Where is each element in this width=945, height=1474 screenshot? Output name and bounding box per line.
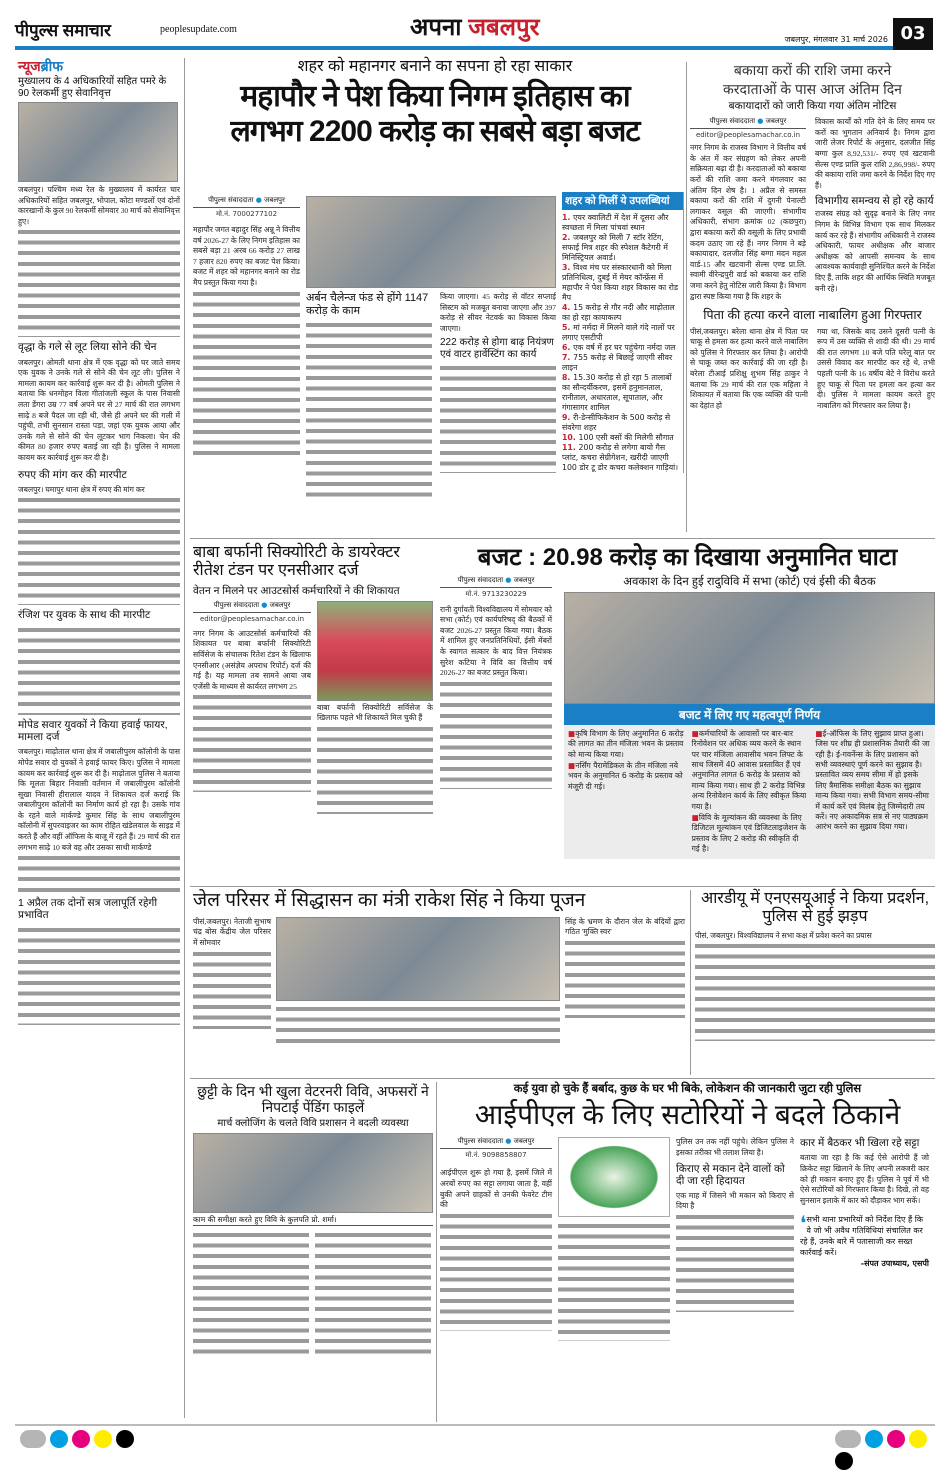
retirement-photo: [18, 102, 178, 182]
achievements-title: शहर को मिलीं ये उपलब्धियां: [562, 192, 683, 210]
achievement-item: 1. एयर क्वालिटी में देश में दूसरा और स्वच्छता में मिला पांचवां स्थान: [562, 213, 669, 232]
quote-text: सभी थाना प्रभारियों को निर्देश दिए हैं कि वे जो भी अवैध गतिविधियां संचालित कर रहे हैं, उनके बारे में पतासाजी कर सख्त कार्रवाई करें।: [800, 1215, 923, 1258]
registration-dot: [94, 1430, 112, 1448]
section-title-b: जबलपुर: [468, 14, 540, 41]
betting-cartoon: [558, 1137, 670, 1217]
lead-subhead-2: 222 करोड़ से होगा बाढ़ नियंत्रण एवं वाटर हार्वेस्टिंग का कार्य: [440, 337, 554, 360]
column-divider: [184, 58, 185, 1418]
page-number: 03: [893, 18, 933, 50]
lead-subhead-1: अर्बन चैलेन्ज फंड से होंगे 1147 करोड़ के काम: [306, 292, 429, 317]
decisions-box: [564, 704, 935, 859]
achievement-item: 5. मां नर्मदा में मिलने वाले गंदे नालों पर लगाए एसटीपी: [562, 323, 675, 342]
ipl-kicker: कई युवा हो चुके हैं बर्बाद, कुछ के घर भी बिके, लोकेशन की जानकारी जुटा रही पुलिस: [513, 1083, 862, 1095]
vet-caption: काम की समीक्षा करते हुए विवि के कुलपति प्रो. शर्मा।: [193, 1215, 433, 1226]
registration-dot: [835, 1452, 853, 1470]
column-divider: [436, 1082, 437, 1422]
lead-byline: पीपुल्स संवाददाता ● जबलपुर: [193, 196, 300, 208]
rdu-headline: आरडीयू में एनएसयूआई ने किया प्रदर्शन, पुलिस से हुई झड़प: [700, 890, 930, 926]
registration-dot: [116, 1430, 134, 1448]
achievement-item: 4. 15 करोड़ से गौर नदी और माढ़ोताल का हो रहा कायाकल्प: [562, 303, 675, 322]
vet-section: [193, 1083, 433, 1360]
jail-text-2: सिंह के भ्रमण के दौरान जेल के बंदियों द्वारा गठित 'मुक्ति स्वर': [565, 916, 685, 937]
achievement-item: 10. 100 एसी बसों की मिलेगी सौगात: [562, 433, 674, 442]
meeting-photo: [564, 592, 935, 704]
section-rule: [190, 538, 935, 539]
jail-caption-text: [276, 1004, 560, 1044]
decision-item: ■ विवि के मूल्यांकन की व्यवस्था के लिए डिजिटल मूल्यांकन एवं डिजिटलाइजेशन के प्रस्ताव के लिए 2 करोड़ की स्वीकृति दी गई है।: [692, 813, 808, 855]
registration-marks-left: [20, 1430, 138, 1452]
building-photo: [317, 601, 433, 701]
jail-headline: जेल परिसर में सिद्धासन का मंत्री राकेश सिंह ने किया पूजन: [193, 890, 586, 911]
tax-subhead: बकायादारों को जारी किया गया अंतिम नोटिस: [728, 100, 897, 113]
baba-caption: बाबा बर्फानी सिक्योरिटी सर्विसेज के खिलाफ पहले भी शिकायतें मिल चुकी हैं: [317, 702, 433, 723]
quote-icon: ❛: [800, 1211, 807, 1236]
header-rule: [15, 46, 893, 50]
tax-headline-2: करदाताओं के पास आज अंतिम दिन: [723, 81, 902, 98]
murder-text-1: पीसं,जबलपुर। बरेला थाना क्षेत्र में पिता पर चाकू से हमला कर हत्या करने वाले नाबालिग को पुलिस ने गिरफ्तार कर लिया है। आरोपी से चाकू जब्त कर कार्रवाई की जा रही है। बरेला टीआई प्रशिक्षु शुभम सिंह ठाकुर ने बताया कि 29 मार्च की रात एक महिला ने शिकायत में बताया कि एक व्यक्ति की पत्नी का देहांत हो: [690, 326, 808, 410]
achievements-box: [562, 192, 684, 473]
decision-item: ■ नर्सिंग पैरामेडिकल के तीन मंजिला नये भवन के अनुमानित 6 करोड़ के प्रस्ताव को मंजूरी दी गई।: [568, 761, 684, 792]
decisions-title: बजट में लिए गए महत्वपूर्ण निर्णय: [564, 704, 935, 725]
quote-author: -संपत उपाध्याय, एसपी: [860, 1259, 929, 1269]
ipl-subhead-2: कार में बैठकर भी खिला रहे सट्टा: [800, 1137, 920, 1150]
registration-marks-right: [835, 1430, 945, 1474]
brief-text-1: जबलपुर। पश्चिम मध्य रेल के मुख्यालय में कार्यरत चार अधिकारियों सहित जबलपुर, भोपाल, कोटा मण्डलों एवं दोनों कारखानों के कुल 90 रेलकर्मी सोमवार 30 मार्च को सेवानिवृत्त हुए।: [18, 185, 180, 226]
registration-dot: [909, 1430, 927, 1448]
rdu-section: [695, 890, 935, 1041]
column-divider: [686, 62, 687, 532]
ipl-text-4: बताया जा रहा है कि कई ऐसे आरोपी हैं जो क्रिकेट सट्टा खिलाने के लिए अपनी लक्जरी कार को ही मकान बनाए हुए हैं। पुलिस ने पूर्व में भी ऐसे सटोरियों को गिरफ्तार किया है। दिखे, तो वह सुनसान इलाके में कार को दौड़ाकर भाग सकें।: [800, 1153, 929, 1205]
budget-text: रानी दुर्गावती विश्वविद्यालय में सोमवार को सभा (कोर्ट) एवं कार्यपरिषद् की बैठकों में बजट 2026-27 प्रस्तुत किया गया। बैठक में शामिल हुए जनप्रतिनिधियों, ईसी मेंबरों के स्वागत सत्कार के बाद वित्त नियंत्रक सुरेश कटिया ने विवि का वित्तीय वर्ष 2026-27 का बजट प्रस्तुत किया।: [440, 604, 552, 678]
brief-text-3: जबलपुर। घमापुर थाना क्षेत्र में रुपए की मांग कर: [18, 484, 145, 494]
tax-email[interactable]: editor@peoplesamachar.co.in: [695, 131, 801, 140]
section-rule: [190, 1078, 935, 1079]
vet-subhead: मार्च क्लोजिंग के चलते विवि प्रशासन ने बदली व्यवस्था: [217, 1118, 409, 1130]
baba-section: [193, 544, 433, 814]
ipl-mobile: मो.नं. 9098858807: [465, 1151, 527, 1160]
ipl-byline: पीपुल्स संवाददाता ● जबलपुर: [440, 1137, 552, 1149]
vet-text: [193, 1230, 309, 1360]
tax-byline: पीपुल्स संवाददाता ● जबलपुर: [690, 117, 806, 129]
budget-subhead: अवकाश के दिन हुई रादुविवि में सभा (कोर्ट) एवं ईसी की बैठक: [623, 575, 876, 588]
murder-text-2: गया था, जिसके बाद उसने दूसरी पत्नी के रूप में उस व्यक्ति से शादी की थी। 29 मार्च की रात लगभग 10 बजे पति घरेलू बात पर उससे विवाद कर मारपीट कर रहे थे, तभी पहली पत्नी के 16 वर्षीय बेटे ने विरोध करते हुए चाकू से पिता पर हमला कर हत्या कर दी। पुलिस ने मामला कायम करते हुए नाबालिग को गिरफ्तार कर लिया है।: [817, 326, 935, 410]
rdu-text: पीसं, जबलपुर। विश्वविद्यालय ने सभा कक्ष में प्रवेश करने का प्रयास: [695, 930, 872, 940]
ipl-text-2: पुलिस उन तक नहीं पहुंचे। लेकिन पुलिस ने इसका तरीका भी तलाश लिया है।: [676, 1137, 794, 1157]
lead-headline-2: लगभग 2200 करोड़ का सबसे बड़ा बजट: [230, 114, 640, 148]
ipl-section: [440, 1083, 935, 1341]
achievement-item: 11. 200 करोड़ से लगेगा बायो गैस प्लांट, कचरा सेग्रीगेशन, खरीदी जाएगी 100 डोर टू डोर कचरा कलेक्शन गाड़ियां।: [562, 443, 679, 472]
lead-text-2: किया जाएगा। 45 करोड़ से वॉटर सप्लाई सिस्टम को मजबूत बनाया जाएगा और 397 करोड़ से सीवर नेटवर्क का विकास किया जाएगा।: [440, 292, 556, 333]
registration-dot: [20, 1430, 46, 1448]
tax-section: [690, 62, 935, 411]
lead-text-1: महापौर जगत बहादुर सिंह अन्नू ने वित्तीय वर्ष 2026-27 के लिए निगम इतिहास का सबसे बड़ा 21 अरब 66 करोड़ 27 लाख 7 हजार 820 रुपए का बजट पेश किया। बजट में शहर को महानगर बनाने का रोड मैप प्रस्तुत किया गया है।: [193, 225, 300, 287]
registration-dot: [887, 1430, 905, 1448]
achievement-item: 3. विश्व मंच पर संस्कारधानी को मिला प्रतिनिधित्व, दुबई में मेयर कॉन्फ्रेंस में महापौर ने पेश किया शहर विकास का रोड मैप: [562, 263, 679, 302]
brief-headline-1: मुख्यालय के 4 अधिकारियों सहित पमरे के 90 रेलकर्मी हुए सेवानिवृत्त: [18, 76, 167, 99]
ipl-headline: आईपीएल के लिए सटोरियों ने बदले ठिकाने: [474, 1099, 901, 1131]
budget-byline: पीपुल्स संवाददाता ● जबलपुर: [440, 576, 552, 588]
website[interactable]: peoplesupdate.com: [160, 24, 237, 35]
ipl-text: [558, 1221, 670, 1341]
achievement-item: 8. 15.30 करोड़ से हो रहा 5 तालाबों का सौन्दर्यीकरण, इसमें हनुमानताल, रानीताल, अधारताल, सूपाताल, और गंगासागर शामिल: [562, 373, 672, 412]
registration-dot: [50, 1430, 68, 1448]
jail-text-1: पीसं,जबलपुर। नेताजी सुभाष चंद्र बोस केंद्रीय जेल परिसर में सोमवार: [193, 916, 271, 948]
brief-headline-3: रुपए की मांग कर की मारपीट: [18, 469, 127, 482]
lead-head: [190, 58, 680, 149]
date: जबलपुर, मंगलवार 31 मार्च 2026: [784, 35, 888, 44]
baba-email[interactable]: editor@peoplesamachar.co.in: [199, 614, 305, 623]
brief-headline-5: मोपेड सवार युवकों ने किया हवाई फायर, मामला दर्ज: [18, 719, 168, 744]
registration-dot: [835, 1430, 861, 1448]
tax-subhead-2: विभागीय समन्वय से हो रहे कार्य: [815, 195, 934, 208]
registration-dot: [865, 1430, 883, 1448]
column-divider: [690, 890, 691, 1075]
newspaper-logo: पीपुल्स समाचार: [15, 21, 112, 40]
sp-quote: [800, 1211, 929, 1269]
vet-headline: छुट्टी के दिन भी खुला वेटरनरी विवि, अफसरों ने निपटाई पेंडिंग फाइलें: [197, 1083, 429, 1116]
baba-byline: पीपुल्स संवाददाता ● जबलपुर: [193, 601, 311, 613]
budget-headline: बजट : 20.98 करोड़ का दिखाया अनुमानित घाटा: [477, 544, 898, 571]
ipl-text-3: एक माह में जिसने भी मकान को किराए से दिया है: [676, 1190, 794, 1211]
section-rule: [190, 886, 935, 887]
vet-text: [315, 1230, 431, 1360]
murder-headline: पिता की हत्या करने वाला नाबालिग हुआ गिरफ्तार: [703, 308, 922, 323]
section-title: [410, 14, 539, 42]
news-brief-label: न्यूजब्रीफ: [18, 58, 64, 74]
mayor-photo: [306, 196, 556, 288]
tax-headline-1: बकाया करों की राशि जमा करने: [733, 62, 892, 78]
achievement-item: 7. 755 करोड़ से बिछाई जाएगी सीवर लाइन: [562, 353, 673, 372]
budget-section: [440, 544, 935, 859]
lead-mobile: मो.नं. 7000277102: [215, 210, 278, 218]
jail-photo: [276, 917, 560, 1001]
footer-rule: [15, 1424, 935, 1426]
brief-headline-2: वृद्धा के गले से लूट लिया सोने की चेन: [18, 341, 157, 354]
baba-text: नगर निगम के आउटसोर्स कर्मचारियों की शिकायत पर बाबा बर्फानी सिक्योरिटी सर्विसेज के संचालक रितेश टंडन के खिलाफ एनसीआर (असंज्ञेय अपराध रिपोर्ट) दर्ज की गई है। यह मामला तब सामने आया जब एजेंसी के माध्यम से कार्यरत लगभग 25: [193, 628, 311, 691]
lead-kicker: शहर को महानगर बनाने का सपना हो रहा साकार: [297, 58, 573, 75]
baba-headline: बाबा बर्फानी सिक्योरिटी के डायरेक्टर रीतेश टंडन पर एनसीआर दर्ज: [193, 544, 400, 580]
tax-text-2: विकास कार्यों को गति देने के लिए समय पर करों का भुगतान अनिवार्य है। निगम द्वारा जारी लेजर रिपोर्ट के अनुसार, दलजीत सिंह बग्गा कुल 8,92,531/- रुपए एवं खटवानी सेल्स एण्ड प्रालि कुल राशि 2,86,998/- रुपए की बकाया राशि जमा करने के निर्देश दिए गए हैं।: [815, 117, 935, 190]
decision-item: ■ कृषि विभाग के लिए अनुमानित 6 करोड़ की लागत का तीन मंजिला भवन के प्रस्ताव को मान्य किया गया।: [568, 729, 684, 760]
ipl-text-1: आईपीएल शुरू हो गया है, इसमें जिले में अरबों रुपए का सट्टा लगाया जाता है, वहीं बुकी अपने ग्राहकों से उनकी फेवरेट टीम की: [440, 1168, 552, 1210]
jail-section: [193, 890, 685, 1044]
decision-item: ■ कर्मचारियों के आवासों पर बार-बार रिनोवेशन पर अधिक व्यय करने के स्थान पर चार मंजिला आवासीय भवन लिफ्ट के साथ जिसमें 40 आवास प्रस्तावित हैं एवं अनुमानित लागत 6 करोड़ के प्रस्ताव को मान्य किया गया। साथ ही 2 करोड़ विभिन्न अन्य रिनोवेशन कार्य के लिए स्वीकृत किया गया है।: [692, 729, 808, 812]
brief-text-2: जबलपुर। ओमती थाना क्षेत्र में एक वृद्धा को घर जाते समय एक युवक ने उनके गले से सोने की चेन लूट ली। पुलिस ने मामला कायम कर कार्रवाई शुरू कर दी है। ओमती पुलिस ने बताया कि धनमोहन विला गीतांजली स्कूल के पास निवासी लता डेंगरा उम्र 77 वर्ष अपने घर से 27 मार्च की रात लगभग साढ़े 8 बजे पैदल जा रही थी, जैसे ही अपने घर की गली में पहुंची, तभी सुनसान रास्ता पड़ा, जहां एक युवक आया और उनके गले से सोने की चेन लूटकर भाग निकला। चेन की कीमत 80 हजार रुपए बताई जा रही है। पुलिस ने मामला कायम कर कार्रवाई शुरू कर दी है।: [18, 357, 180, 462]
ipl-subhead-1: किराए से मकान देने वालों को दी जा रही हिदायत: [676, 1162, 785, 1187]
achievement-item: 2. जबलपुर को मिली 7 स्टॉर रेटिंग, सफाई मित्र शहर की स्पेशल कैटेगरी में मिनिस्ट्रियल अवार्ड।: [562, 233, 668, 262]
achievement-item: 6. एक वर्ष में हर घर पहुंचेगा नर्मदा जल: [562, 343, 676, 352]
achievement-item: 9. री-डेन्सीफिकेशन के 500 करोड़ से संवरेगा शहर: [562, 413, 671, 432]
baba-subhead: वेतन न मिलने पर आउटसोर्स कर्मचारियों ने की शिकायत: [193, 584, 400, 597]
brief-headline-4: रंजिश पर युवक के साथ की मारपीट: [18, 609, 151, 622]
brief-text-5: जबलपुर। माढ़ोताल थाना क्षेत्र में जबालीपुरम कॉलोनी के पास मोपेड सवार दो युवकों ने हवाई फायर किए। पुलिस ने मामला कायम कर कार्रवाई शुरू कर दी है। माढ़ोताल पुलिस ने बताया कि मूलतः बिहार निवासी वर्तमान में जबालीपुरम कॉलोनी सूखा निवासी हीरालाल यादव ने शिकायत दर्ज कराई कि जबालीपुरम कॉलोनी का निर्माण कार्य हो रहा है। उसके गांव के रहने वाले मार्कण्डे कुमार सिंह के साथ जबालीपुरम कॉलोनी में सुपरवाइजर का काम रोहित खंडेलवाल के साइड में करते हैं और वहीं ऑफिस के बाजू में रहते हैं। 29 मार्च की रात लगभग साढ़े 10 बजे वह और उसका साथी मार्कण्डे: [18, 747, 180, 852]
tax-text-3: राजस्व संग्रह को सुदृढ़ बनाने के लिए नगर निगम के विभिन्न विभाग एक साथ मिलकर कार्य कर रहे हैं। संभागीय अधिकारी ने राजस्व अधिकारी, फायर अधीक्षक और बाजार अधीक्षक को आपसी समन्वय के साथ आवश्यक कार्यवाही सुनिश्चित करने के निर्देश दिए हैं, ताकि शहर की आर्थिक स्थिति मजबूत बनी रहे।: [815, 209, 935, 293]
brief-headline-6: 1 अप्रैल तक दोनों सत्र जलापूर्ति रहेगी प्रभावित: [18, 897, 158, 922]
decision-item: ■ ई-ऑफिस के लिए सुझाव प्राप्त हुआ। जिस पर शीघ्र ही प्रशासनिक तैयारी की जा रही है। ई-गवर्नेन्स के लिए प्रशासन को सभी व्यवस्थाएं पूर्ण करने का सुझाव है। प्रस्तावित व्यय समय सीमा में हो इसके लिए त्रैमासिक समीक्षा बैठक का सुझाव मान्य किया गया। सभी विभाग समय-सीमा में कार्य करें एवं विलंब हेतु जिम्मेदारी तय करें। नए अकादमिक सत्र से नए पाठ्यक्रम आरंभ करने का सुझाव दिया गया।: [815, 729, 931, 833]
section-title-a: अपना: [410, 14, 462, 41]
lead-headline-1: महापौर ने पेश किया निगम इतिहास का: [240, 80, 630, 114]
budget-mobile: मो.नं. 9713230229: [465, 589, 527, 598]
vc-photo: [193, 1133, 433, 1213]
tax-text-1: नगर निगम के राजस्व विभाग ने वित्तीय वर्ष के अंत में कर संग्रहण को लेकर अपनी सक्रियता बढ़ा दी है। करदाताओं को बकाया करों की राशि जमा करने मंगलवार का अंतिम दिन शेष है। 1 अप्रैल से समस्त बकाया करों की राशि में दुगनी पेनाल्टी लगाकर वसूल की जाएगी। संभागीय अधिकारी, संभाग क्रमांक 02 (कछपुरा) द्वारा बकाया करों की वसूली के लिए प्रभावी कदम उठाए जा रहे हैं। नगर निगम ने बड़े बकायादार, दलजीत सिंह बग्गा मदन महल वार्ड-15 और खटवानी सेल्स एण्ड प्रा.लि. स्वामी वीरेन्द्रपुरी वार्ड को बकाया कर राशि जमा करने हेतु नोटिस जारी किया है। विभाग द्वारा स्पष्ट किया गया है कि शहर के: [690, 143, 806, 301]
registration-dot: [72, 1430, 90, 1448]
